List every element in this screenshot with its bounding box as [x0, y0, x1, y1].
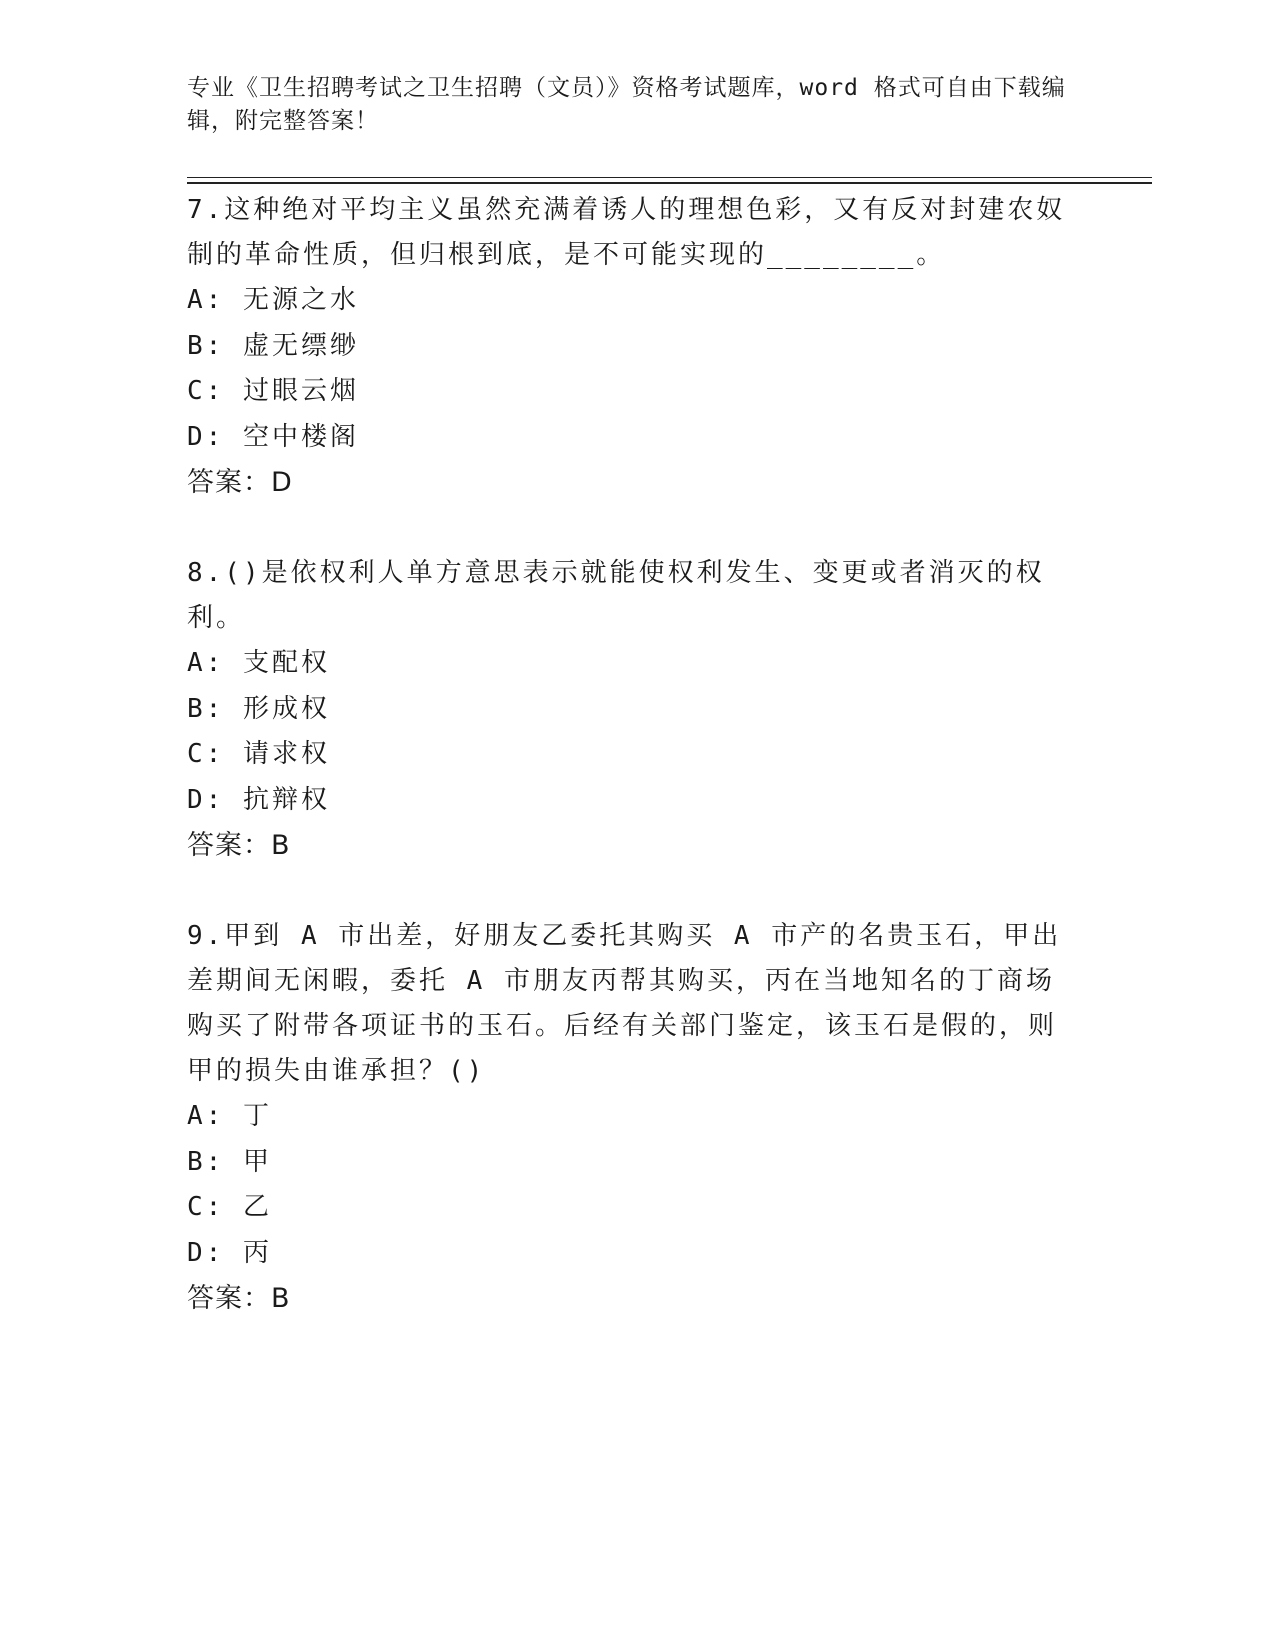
option-b: B: 甲: [187, 1146, 272, 1177]
question-7: [187, 188, 1067, 505]
question-9: [187, 914, 1067, 1321]
header-intro-text: 专业《卫生招聘考试之卫生招聘（文员）》资格考试题库，word 格式可自由下载编辑，附完整答案！: [187, 75, 1066, 134]
option-c: C: 请求权: [187, 739, 330, 769]
option-c: C: 乙: [187, 1192, 272, 1222]
header-divider-thick: [187, 182, 1152, 184]
question-text: 7.这种绝对平均主义虽然充满着诱人的理想色彩，又有反对封建农奴制的革命性质，但归根到底，是不可能实现的________。: [187, 195, 1066, 270]
header-divider-thin: [187, 177, 1152, 178]
answer-line: 答案：B: [187, 1283, 291, 1314]
answer-line: 答案：D: [187, 467, 293, 498]
option-d: D: 空中楼阁: [187, 421, 359, 452]
option-b: B: 形成权: [187, 693, 330, 724]
option-c: C: 过眼云烟: [187, 376, 359, 406]
option-a: A: 丁: [187, 1101, 272, 1131]
option-b: B: 虚无缥缈: [187, 330, 359, 361]
question-list: [187, 188, 1067, 1367]
answer-line: 答案：B: [187, 830, 291, 861]
question-text: 8.()是依权利人单方意思表示就能使权利发生、变更或者消灭的权利。: [187, 558, 1045, 633]
document-header: [187, 72, 1067, 138]
question-text: 9.甲到 A 市出差，好朋友乙委托其购买 A 市产的名贵玉石，甲出差期间无闲暇，委托 A 市朋友丙帮其购买，丙在当地知名的丁商场购买了附带各项证书的玉石。后经有关部门鉴定，该玉石是假的，则甲的损失由谁承担？(): [187, 921, 1062, 1086]
question-8: [187, 551, 1067, 868]
option-d: D: 抗辩权: [187, 784, 330, 815]
option-d: D: 丙: [187, 1237, 272, 1268]
option-a: A: 无源之水: [187, 285, 359, 315]
option-a: A: 支配权: [187, 648, 330, 678]
